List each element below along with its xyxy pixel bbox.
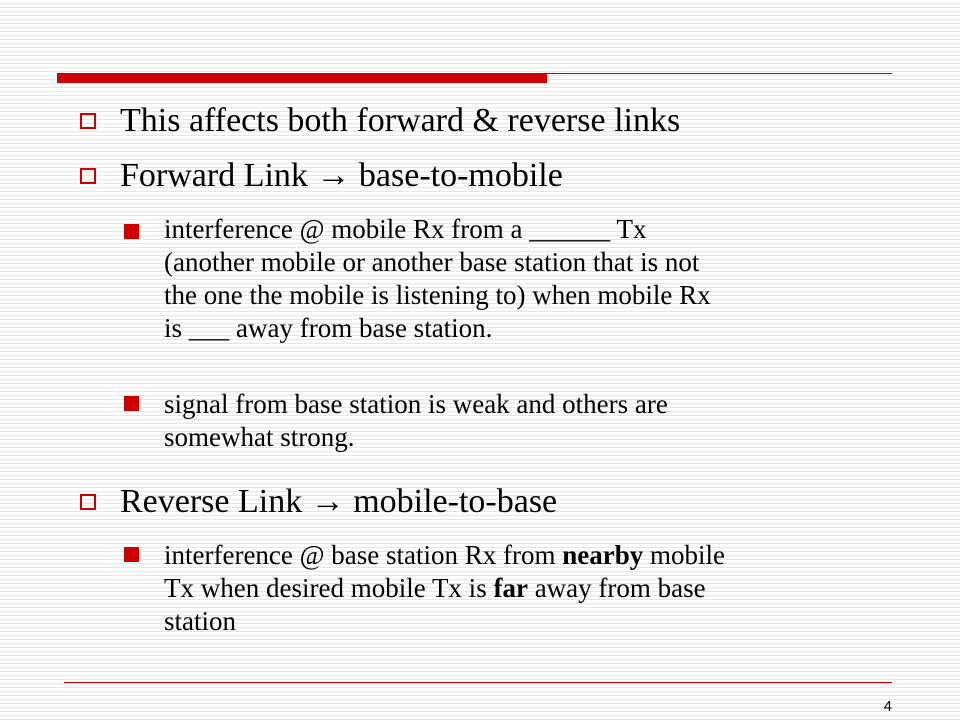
sub-bullet-text — [164, 539, 904, 638]
text-segment: interference @ base station Rx from — [164, 540, 563, 570]
text-line: (another mobile or another base station that is not — [164, 247, 700, 277]
hollow-square-bullet-icon — [80, 168, 96, 184]
filled-square-bullet-icon — [124, 547, 139, 562]
hollow-square-bullet-icon — [80, 113, 96, 129]
sub-bullet-text — [164, 213, 904, 345]
text-line — [164, 572, 904, 605]
text-line: is ___ away from base station. — [164, 313, 493, 343]
page-number: 4 — [883, 698, 892, 715]
text-line: the one the mobile is listening to) when mobile Rx — [164, 280, 711, 310]
filled-square-bullet-icon — [124, 224, 139, 239]
text-line — [164, 539, 904, 572]
text-segment: away from base — [527, 573, 706, 603]
title-accent-bar — [57, 73, 547, 83]
text-segment: Tx when desired mobile Tx is — [164, 573, 494, 603]
bold-term: nearby — [562, 540, 644, 570]
text-segment: mobile — [643, 540, 725, 570]
title-accent-line — [547, 73, 892, 74]
hollow-square-bullet-icon — [80, 494, 96, 510]
sub-bullet-text — [164, 388, 904, 454]
filled-square-bullet-icon — [124, 396, 139, 411]
footer-divider — [64, 682, 892, 683]
bullet-text: This affects both forward & reverse links — [120, 102, 681, 139]
bold-term: far — [493, 573, 528, 603]
text-line: station — [164, 606, 236, 636]
text-line: signal from base station is weak and others are — [164, 389, 668, 419]
text-line: somewhat strong. — [164, 422, 355, 452]
bullet-text: Reverse Link → mobile-to-base — [120, 483, 558, 520]
text-line: interference @ mobile Rx from a ______ Tx — [164, 214, 647, 244]
bullet-text: Forward Link → base-to-mobile — [120, 157, 563, 194]
